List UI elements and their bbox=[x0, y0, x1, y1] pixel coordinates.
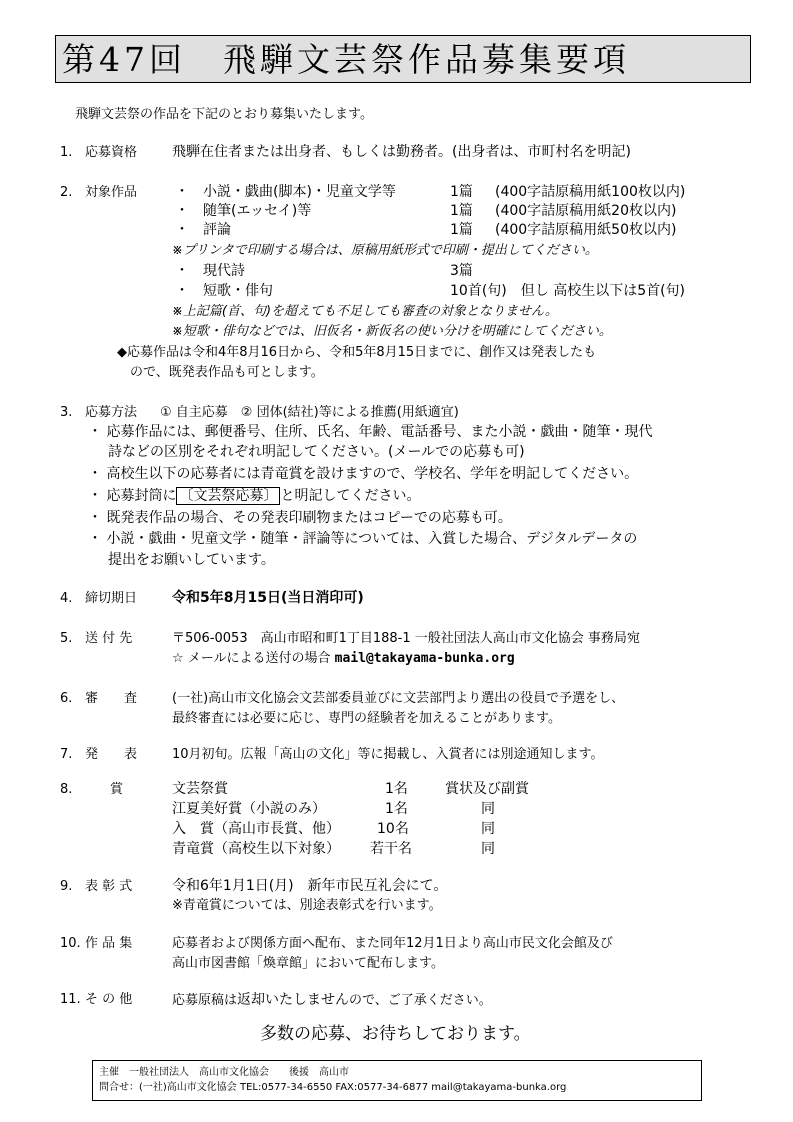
intro-text: 飛騨文芸祭の作品を下記のとおり募集いたします。 bbox=[75, 107, 373, 122]
s1-text: 飛騨在住者または出身者、もしくは勤務者。(出身者は、市町村名を明記) bbox=[172, 144, 631, 160]
s11-bold: 返却いたしません bbox=[237, 992, 350, 1008]
s2-kana-note: ※短歌・俳句などでは、旧仮名・新仮名の使い分けを明確にしてください。 bbox=[172, 324, 612, 339]
s7-label: 発 表 bbox=[85, 747, 138, 762]
s11-text bbox=[172, 991, 492, 1009]
s2-item-note: (400字詰原稿用紙20枚以内) bbox=[495, 203, 677, 219]
s2-item-count: 1篇 bbox=[450, 203, 473, 219]
s10-number: 10. bbox=[60, 936, 81, 951]
s3-bullet-cont: 提出をお願いしています。 bbox=[108, 552, 275, 568]
s3-bullet: ・ 既発表作品の場合、その発表印刷物またはコピーでの応募も可。 bbox=[88, 510, 512, 526]
s6-label: 審 査 bbox=[85, 691, 138, 706]
s2-item-name: ・ 短歌・俳句 bbox=[175, 283, 273, 299]
prize-reward: 賞状及び副賞 bbox=[445, 781, 529, 797]
footer-box bbox=[92, 1060, 702, 1101]
s3-bullet: ・ 応募作品には、郵便番号、住所、氏名、年齢、電話番号、また小説・戯曲・随筆・現代 bbox=[88, 424, 653, 440]
email-prefix: ☆ メールによる送付の場合 bbox=[172, 651, 331, 666]
s1-label: 応募資格 bbox=[85, 145, 138, 160]
s2-item-note: (400字詰原稿用紙100枚以内) bbox=[495, 184, 686, 200]
s5-label: 送 付 先 bbox=[85, 631, 133, 646]
s2-period-line1: ◆応募作品は令和4年8月16日から、令和5年8月15日までに、創作又は発表したも bbox=[117, 345, 597, 360]
prize-reward: 同 bbox=[481, 821, 495, 837]
footer-contact: 問合せ：(一社)高山市文化協会 TEL:0577-34-6550 FAX:0577-34-6877 mail@takayama-bunka.org bbox=[99, 1082, 567, 1093]
prize-name: 文芸祭賞 bbox=[172, 781, 228, 797]
s8-label: 賞 bbox=[110, 782, 124, 797]
mailing-address: 〒506-0053 高山市昭和町1丁目188-1 一般社団法人高山市文化協会 事務局宛 bbox=[172, 631, 640, 646]
s3-envelope-pre: ・ 応募封筒に bbox=[88, 488, 177, 504]
prize-count: 1名 bbox=[385, 801, 408, 817]
email-address: mail@takayama-bunka.org bbox=[334, 651, 515, 666]
s2-item-count: 3篇 bbox=[450, 263, 473, 279]
s2-item-name: ・ 評論 bbox=[175, 222, 231, 238]
s9-line2: ※青竜賞については、別途表彰式を行います。 bbox=[172, 898, 442, 913]
prize-reward: 同 bbox=[481, 801, 495, 817]
s3-number: 3. bbox=[60, 405, 73, 420]
page-title: 第47回 飛騨文芸祭作品募集要項 bbox=[62, 40, 630, 79]
prize-name: 江夏美好賞（小説のみ） bbox=[172, 801, 326, 817]
s2-item-name: ・ 随筆(エッセイ)等 bbox=[175, 203, 312, 219]
s2-number: 2. bbox=[60, 185, 73, 200]
s3-envelope-box: 〔文芸祭応募〕 bbox=[176, 487, 280, 505]
s2-item-name: ・ 小説・戯曲(脚本)・児童文学等 bbox=[175, 184, 396, 200]
prize-reward: 同 bbox=[481, 841, 495, 857]
s2-item-name: ・ 現代詩 bbox=[175, 263, 245, 279]
s7-number: 7. bbox=[60, 747, 73, 762]
closing-message: 多数の応募、お待ちしております。 bbox=[260, 1024, 531, 1044]
s6-line1: (一社)高山市文化協会文芸部委員並びに文芸部門より選出の役員で予選をし、 bbox=[172, 691, 625, 706]
s3-heading: ① 自主応募 ② 団体(結社)等による推薦(用紙適宜) bbox=[160, 405, 459, 420]
s11-pre: 応募原稿は bbox=[172, 993, 238, 1008]
prize-name: 青竜賞（高校生以下対象） bbox=[172, 841, 340, 857]
s9-label: 表 彰 式 bbox=[85, 879, 133, 894]
prize-count: 若干名 bbox=[370, 841, 412, 857]
s2-item-count: 10首(句) 但し 高校生以下は5首(句) bbox=[450, 283, 686, 299]
s3-bullet: ・ 高校生以下の応募者には青竜賞を設けますので、学校名、学年を明記してください。 bbox=[88, 466, 639, 482]
s10-line1: 応募者および関係方面へ配布、また同年12月1日より高山市民文化会館及び bbox=[172, 936, 613, 951]
s11-post: ので、ご了承ください。 bbox=[349, 993, 492, 1008]
s5-number: 5. bbox=[60, 631, 73, 646]
s2-print-note: ※プリンタで印刷する場合は、原稿用紙形式で印刷・提出してください。 bbox=[172, 243, 598, 258]
s6-line2: 最終審査には必要に応じ、専門の経験者を加えることがあります。 bbox=[172, 711, 561, 726]
email-line bbox=[172, 650, 515, 667]
prize-name: 入 賞（高山市長賞、他） bbox=[172, 821, 340, 837]
s10-line2: 高山市図書館「煥章館」において配布します。 bbox=[172, 956, 444, 971]
s9-number: 9. bbox=[60, 879, 73, 894]
footer-organizer: 主催 一般社団法人 高山市文化協会 後援 高山市 bbox=[99, 1067, 349, 1078]
s2-limit-note: ※上記篇(首、句)を超えても不足しても審査の対象となりません。 bbox=[172, 304, 558, 319]
s11-number: 11. bbox=[60, 992, 81, 1007]
prize-count: 1名 bbox=[385, 781, 408, 797]
s6-number: 6. bbox=[60, 691, 73, 706]
deadline-text: 令和5年8月15日(当日消印可) bbox=[172, 590, 364, 606]
s2-item-count: 1篇 bbox=[450, 184, 473, 200]
prize-count: 10名 bbox=[377, 821, 409, 837]
s4-label: 締切期日 bbox=[85, 591, 138, 606]
s8-number: 8. bbox=[60, 782, 73, 797]
s3-label: 応募方法 bbox=[85, 405, 138, 420]
s7-text: 10月初旬。広報「高山の文化」等に掲載し、入賞者には別途通知します。 bbox=[172, 747, 604, 762]
s2-label: 対象作品 bbox=[85, 185, 138, 200]
s4-number: 4. bbox=[60, 591, 73, 606]
s10-label: 作 品 集 bbox=[85, 936, 133, 951]
s11-label: そ の 他 bbox=[85, 992, 133, 1007]
s2-period-line2: ので、既発表作品も可とします。 bbox=[130, 365, 324, 380]
s2-item-count: 1篇 bbox=[450, 222, 473, 238]
s3-envelope-post: と明記してください。 bbox=[280, 488, 421, 504]
s3-bullet bbox=[88, 487, 420, 505]
s3-bullet: ・ 小説・戯曲・児童文学・随筆・評論等については、入賞した場合、デジタルデータの bbox=[88, 531, 638, 547]
title-banner bbox=[55, 35, 751, 83]
s2-item-note: (400字詰原稿用紙50枚以内) bbox=[495, 222, 677, 238]
s9-line1: 令和6年1月1日(月) 新年市民互礼会にて。 bbox=[172, 878, 448, 894]
s3-bullet-cont: 詩などの区別をそれぞれ明記してください。(メールでの応募も可) bbox=[108, 444, 525, 460]
s1-number: 1. bbox=[60, 145, 73, 160]
